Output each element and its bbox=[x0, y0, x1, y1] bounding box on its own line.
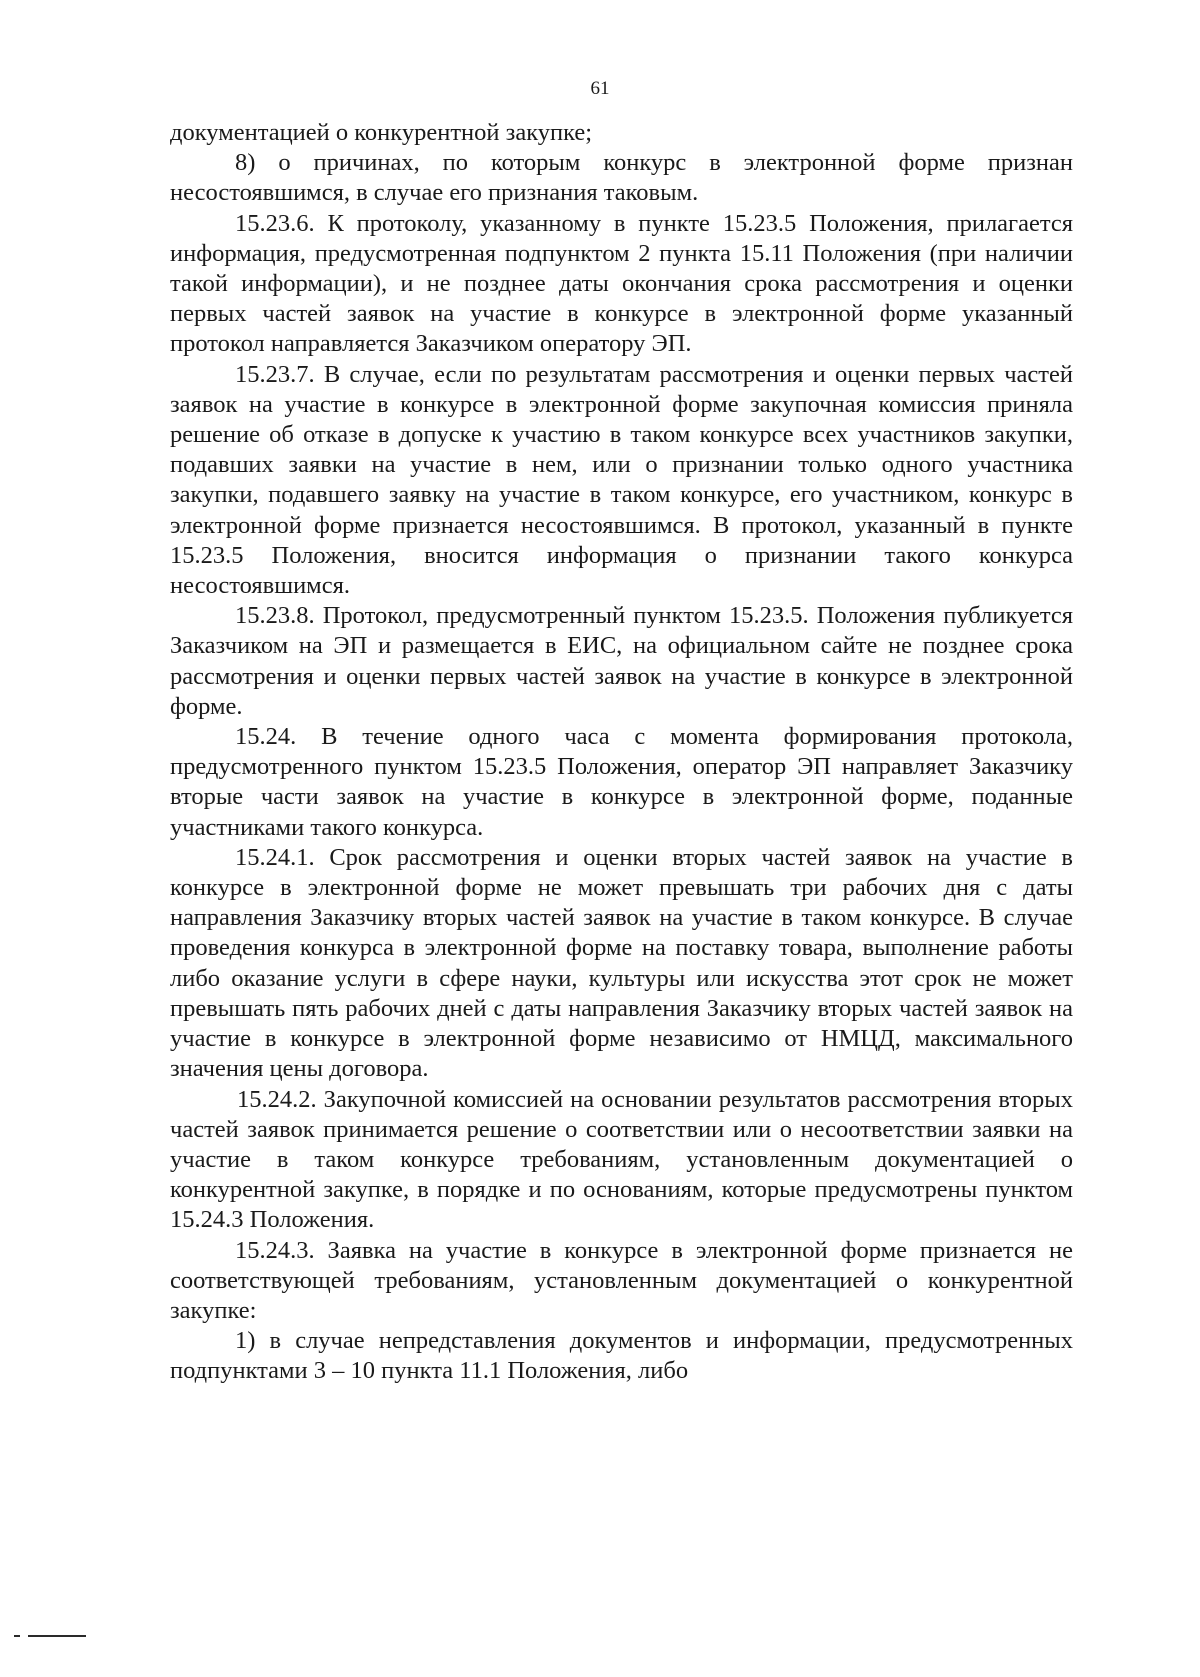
page-number: 61 bbox=[590, 78, 610, 99]
scan-artifact-line bbox=[28, 1635, 86, 1637]
paragraph-item-8: 8) о причинах, по которым конкурс в электронной форме признан несостоявшимся, в случае его признания таковым. bbox=[170, 149, 1073, 207]
paragraph-15-24-2: 15.24.2. Закупочной комиссией на основании результатов рассмотрения вторых частей заявок принимается решение о соответствии или о несоответствии заявки на участие в таком конкурсе требованиям, установленным документацией о конкурентной закупке, в порядке и по основаниям, которые предусмотрены пунктом 15.24.3 Положения. bbox=[170, 1085, 1073, 1234]
paragraph-15-23-8: 15.23.8. Протокол, предусмотренный пунктом 15.23.5. Положения публикуется Заказчиком на ЭП и размещается в ЕИС, на официальном сайте не позднее срока рассмотрения и оценки первых частей заявок на участие в конкурсе в электронной форме. bbox=[170, 602, 1073, 720]
scan-artifact-dot bbox=[14, 1635, 20, 1637]
paragraph-15-23-7: 15.23.7. В случае, если по результатам рассмотрения и оценки первых частей заявок на участие в конкурсе в электронной форме закупочная комиссия приняла решение об отказе в допуске к участию в таком конкурсе всех участников закупки, подавших заявки на участие в нем, или о признании только одного участника закупки, подавшего заявку на участие в таком конкурсе, его участником, конкурс в электронной форме признается несостоявшимся. В протокол, указанный в пункте 15.23.5 Положения, вносится информация о признании такого конкурса несостоявшимся. bbox=[170, 360, 1073, 600]
paragraph-continuation: документацией о конкурентной закупке; bbox=[170, 119, 593, 146]
paragraph-15-23-6: 15.23.6. К протоколу, указанному в пункте 15.23.5 Положения, прилагается информация, предусмотренная подпунктом 2 пункта 15.11 Положения (при наличии такой информации), и не позднее даты окончания срока рассмотрения и оценки первых частей заявок на участие в конкурсе в электронной форме указанный протокол направляется Заказчиком оператору ЭП. bbox=[170, 209, 1073, 358]
document-body bbox=[170, 118, 1073, 1387]
paragraph-15-24-3: 15.24.3. Заявка на участие в конкурсе в электронной форме признается не соответствующей требованиям, установленным документацией о конкурентной закупке: bbox=[170, 1236, 1073, 1324]
paragraph-15-24: 15.24. В течение одного часа с момента формирования протокола, предусмотренного пунктом 15.23.5 Положения, оператор ЭП направляет Заказчику вторые части заявок на участие в конкурсе в электронной форме, поданные участниками такого конкурса. bbox=[170, 723, 1073, 841]
paragraph-item-1: 1) в случае непредставления документов и информации, предусмотренных подпунктами 3 – 10 пункта 11.1 Положения, либо bbox=[170, 1327, 1073, 1385]
paragraph-15-24-1: 15.24.1. Срок рассмотрения и оценки вторых частей заявок на участие в конкурсе в электронной форме не может превышать три рабочих дня с даты направления Заказчику вторых частей заявок на участие в таком конкурсе. В случае проведения конкурса в электронной форме на поставку товара, выполнение работы либо оказание услуги в сфере науки, культуры или искусства этот срок не может превышать пять рабочих дней с даты направления Заказчику вторых частей заявок на участие в конкурсе в электронной форме независимо от НМЦД, максимального значения цены договора. bbox=[170, 843, 1073, 1083]
